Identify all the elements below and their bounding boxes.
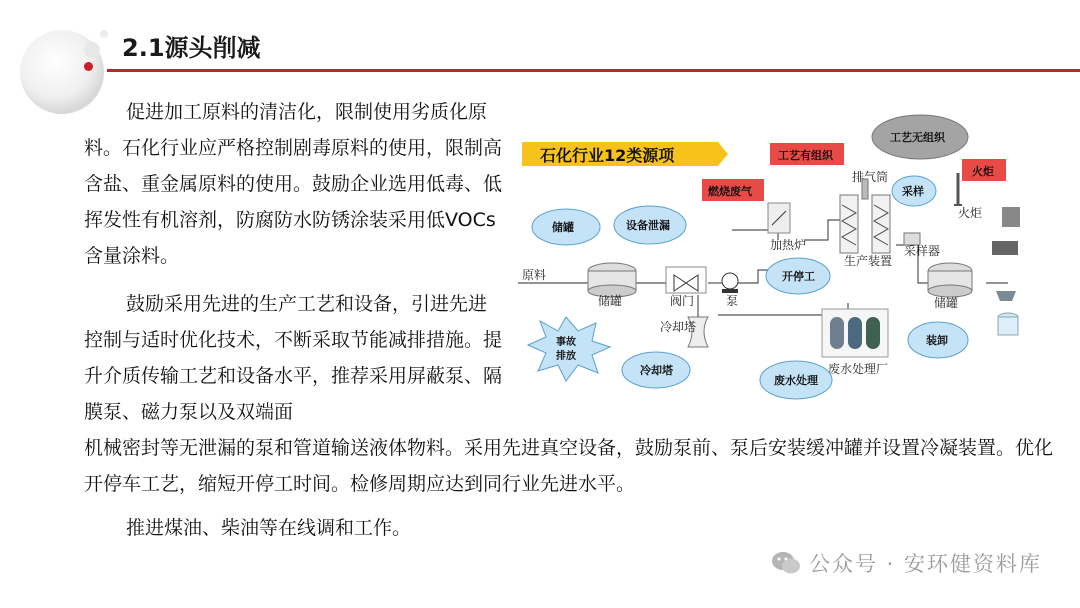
svg-text:废水处理: 废水处理 (774, 374, 818, 387)
valve-icon (666, 267, 706, 293)
cloud-wastewater (760, 361, 832, 399)
title-underline-dot (84, 62, 93, 71)
tank2-icon (928, 263, 972, 297)
drum-icon (998, 317, 1018, 335)
svg-text:冷却塔: 冷却塔 (640, 364, 673, 377)
paragraph-raw-materials: 促进加工原料的清洁化，限制使用劣质化原料。石化行业应严格控制剧毒原料的使用，限制高含盐、重金属原料的使用。鼓励企业选用低毒、低挥发性有机溶剂，防腐防水防锈涂装采用低VOCs含量涂料。 (84, 101, 503, 267)
callout-combustion (702, 179, 764, 201)
paragraph-blending: 推进煤油、柴油等在线调和工作。 (126, 517, 412, 539)
label-valve: 阀门 (670, 294, 695, 308)
truck-icon (992, 241, 1018, 255)
svg-text:排放: 排放 (556, 351, 576, 362)
svg-text:装卸: 装卸 (926, 334, 948, 347)
svg-text:储罐: 储罐 (552, 221, 574, 234)
wastewater-plant-icon (822, 309, 888, 357)
svg-text:设备泄漏: 设备泄漏 (626, 219, 670, 232)
label-furnace: 加热炉 (770, 238, 807, 252)
label-raw: 原料 (522, 268, 547, 282)
label-production: 生产装置 (844, 254, 893, 268)
label-cooling-tower: 冷却塔 (660, 320, 697, 334)
watermark-text: 公众号 · 安环健资料库 (808, 552, 1042, 576)
cloud-loading (908, 322, 968, 358)
watermark (771, 548, 1042, 578)
label-flare: 火炬 (958, 206, 983, 220)
wechat-icon (771, 550, 801, 576)
label-tank1: 储罐 (598, 294, 623, 308)
label-pump: 泵 (726, 294, 739, 308)
svg-text:火炬: 火炬 (972, 165, 994, 178)
svg-text:事故: 事故 (556, 337, 576, 348)
cloud-cooling (622, 352, 690, 388)
page-title: 2.1源头削减 (122, 34, 261, 62)
train-icon (1002, 207, 1020, 227)
label-wastewater-plant: 废水处理厂 (828, 362, 889, 376)
diagram-banner: 石化行业12类源项 (540, 146, 675, 165)
cloud-storage (532, 209, 600, 245)
ship-icon (996, 291, 1016, 301)
flare-stack-icon (954, 173, 962, 205)
svg-text:燃烧废气: 燃烧废气 (708, 185, 752, 198)
column-icon-1 (840, 195, 858, 253)
furnace-icon (768, 203, 790, 233)
callout-process-org (770, 143, 844, 165)
paragraph-process-equipment: 鼓励采用先进的生产工艺和设备，引进先进控制与适时优化技术，不断采取节能减排措施。提升介质传输工艺和设备水平，推荐采用屏蔽泵、隔膜泵、磁力泵以及双端面 (84, 293, 503, 423)
paragraph-process-equipment-continued: 机械密封等无泄漏的泵和管道输送液体物料。采用先进真空设备，鼓励泵前、泵后安装缓冲罐并设置冷凝装置。优化开停车工艺，缩短开停工时间。检修周期应达到同行业先进水平。 (84, 437, 1054, 495)
callout-flare (962, 159, 1006, 181)
svg-text:工艺有组织: 工艺有组织 (778, 149, 833, 162)
svg-text:开停工: 开停工 (782, 270, 815, 283)
tank1-icon (588, 263, 636, 297)
pump-icon (722, 273, 738, 293)
label-tank2: 储罐 (934, 296, 959, 310)
column-icon-2 (872, 195, 890, 253)
cloud-process-unorg (872, 115, 968, 159)
svg-text:采样: 采样 (902, 185, 924, 198)
svg-text:工艺无组织: 工艺无组织 (890, 131, 945, 144)
cloud-sampling (892, 176, 936, 206)
label-stack: 排气筒 (852, 170, 889, 184)
title-underline (107, 69, 1080, 72)
cloud-equip-leak (614, 206, 686, 244)
cloud-startup (766, 258, 830, 294)
burst-accident (528, 317, 610, 381)
label-sampler: 采样器 (904, 244, 941, 258)
source-diagram (518, 95, 1080, 430)
